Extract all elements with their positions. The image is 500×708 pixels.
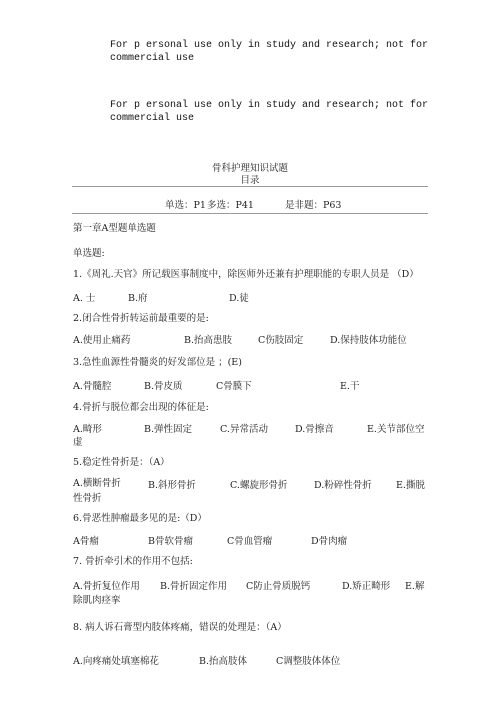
section-heading: 单选题: [73,248,105,259]
question-option: A. 士 [73,293,96,304]
notice-line: For p ersonal use only in study and research; not for [110,100,429,111]
summary-single: 单选：P1 [165,200,206,211]
question-option: A.横断骨折 [73,478,121,489]
divider [72,186,428,187]
question-stem: 3.急性血源性骨髓炎的好发部位是 ；(E) [73,357,242,368]
chapter-heading: 第一章A型题单选题 [73,223,156,234]
question-option: D.粉碎性骨折 [314,480,372,491]
question-option: B.抬高患肢 [184,335,233,346]
question-option: C.螺旋形骨折 [230,480,288,491]
question-option: B.弹性固定 [144,424,193,435]
summary-truefalse: 是非题：P63 [285,200,342,211]
notice-line: commercial use [110,113,195,124]
question-option: B.府 [128,293,148,304]
question-option: B.骨皮质 [144,381,183,392]
question-option: A.向疼痛处填塞棉花 [73,656,159,667]
question-option: E.关节部位空 [367,424,425,435]
question-stem: 7. 骨折牵引术的作用不包括: [73,556,193,567]
question-option: D.徒 [229,293,249,304]
question-stem: 6.骨恶性肿瘤最多见的是:（D） [73,513,207,524]
summary-multi: 多选：P41 [207,200,254,211]
question-option: B骨软骨瘤 [148,536,193,547]
toc-heading: 目录 [240,175,260,186]
question-option-continued: 虚 [73,437,83,448]
question-stem: 8. 病人诉石膏型内肢体疼痛，错误的处理是：（A） [73,622,287,633]
question-option: D骨肉瘤 [311,536,348,547]
question-option: A.畸形 [73,424,102,435]
question-stem: 1.《周礼.天官》所记载医事制度中，除医师外还兼有护理职能的专职人员是 （D） [73,269,419,280]
question-option: E.解 [405,581,425,592]
question-option: C防止骨质脱钙 [246,581,311,592]
notice-line: commercial use [110,53,195,64]
question-stem: 5.稳定性骨折是：（A） [73,457,170,468]
question-option: C骨膜下 [216,381,252,392]
question-option: E.撕脱 [396,480,425,491]
question-option: A骨瘤 [73,536,99,547]
question-option: E.干 [340,381,360,392]
question-stem: 2.闭合性骨折转运前最重要的是: [73,313,209,324]
question-option: B.骨折固定作用 [160,581,228,592]
question-stem: 4.骨折与脱位都会出现的体征是: [73,402,209,413]
question-option: C调整肢体体位 [276,656,341,667]
question-option: D.矫正畸形 [342,581,391,592]
question-option: B.抬高肢体 [199,656,248,667]
question-option: B.斜形骨折 [148,480,197,491]
document-title: 骨科护理知识试题 [211,163,288,174]
question-option: D.保持肢体功能位 [330,335,407,346]
question-option-continued: 性骨折 [73,493,102,504]
question-option: C伤肢固定 [258,335,304,346]
question-option-continued: 除肌肉痉挛 [73,595,121,606]
question-option: A.使用止痛药 [73,335,131,346]
question-option: A.骨髓腔 [73,381,112,392]
question-option: C骨血管瘤 [227,536,273,547]
question-option: D.骨擦音 [295,424,334,435]
question-option: C.异常活动 [220,424,268,435]
question-option: A.骨折复位作用 [73,581,140,592]
notice-line: For p ersonal use only in study and research; not for [110,40,429,51]
divider [72,213,428,214]
